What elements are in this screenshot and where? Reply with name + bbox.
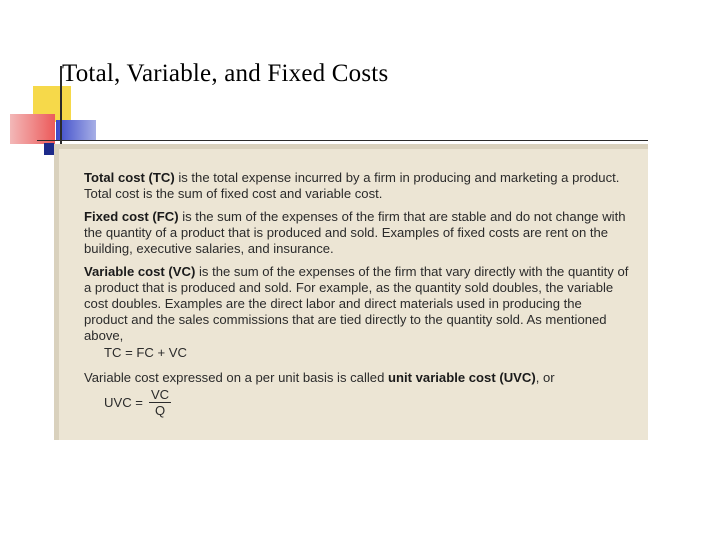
uvc-text-after: , or	[535, 370, 555, 385]
variable-cost-text: is the sum of the expenses of the firm that vary directly with the quantity of a product that is produced and sold. For example, as the quantity sold doubles, the variable cost doubles. Examples are the direct labor and direct materials used in producing the product and the sales commissions that are tied directly to the quantity sold. As mentioned above,	[84, 264, 629, 343]
fixed-cost-paragraph	[84, 209, 629, 257]
unit-variable-cost-paragraph	[84, 370, 629, 386]
uvc-label: UVC =	[104, 395, 143, 410]
decor-blue-square	[56, 120, 96, 140]
uvc-fraction	[149, 387, 171, 419]
variable-cost-term: Variable cost (VC)	[84, 264, 196, 279]
fixed-cost-term: Fixed cost (FC)	[84, 209, 179, 224]
definition-text	[84, 170, 629, 419]
total-cost-paragraph	[84, 170, 629, 202]
uvc-term: unit variable cost (UVC)	[388, 370, 536, 385]
slide-title: Total, Variable, and Fixed Costs	[62, 60, 389, 87]
total-cost-term: Total cost (TC)	[84, 170, 175, 185]
total-cost-text: is the total expense incurred by a firm in producing and marketing a product. Total cost is the sum of fixed cost and variable cost.	[84, 170, 620, 201]
variable-cost-paragraph	[84, 264, 629, 344]
uvc-formula	[104, 387, 629, 419]
title-underline	[37, 140, 648, 141]
fixed-cost-text: is the sum of the expenses of the firm that are stable and do not change with the quantity of a product that is produced and sold. Examples of fixed costs are rent on the building, executive salaries, and insurance.	[84, 209, 626, 256]
decor-navy-square	[44, 143, 54, 155]
uvc-numerator: VC	[150, 387, 170, 402]
tc-formula: TC = FC + VC	[104, 345, 187, 360]
uvc-denominator: Q	[154, 403, 166, 418]
uvc-text-before: Variable cost expressed on a per unit basis is called	[84, 370, 388, 385]
